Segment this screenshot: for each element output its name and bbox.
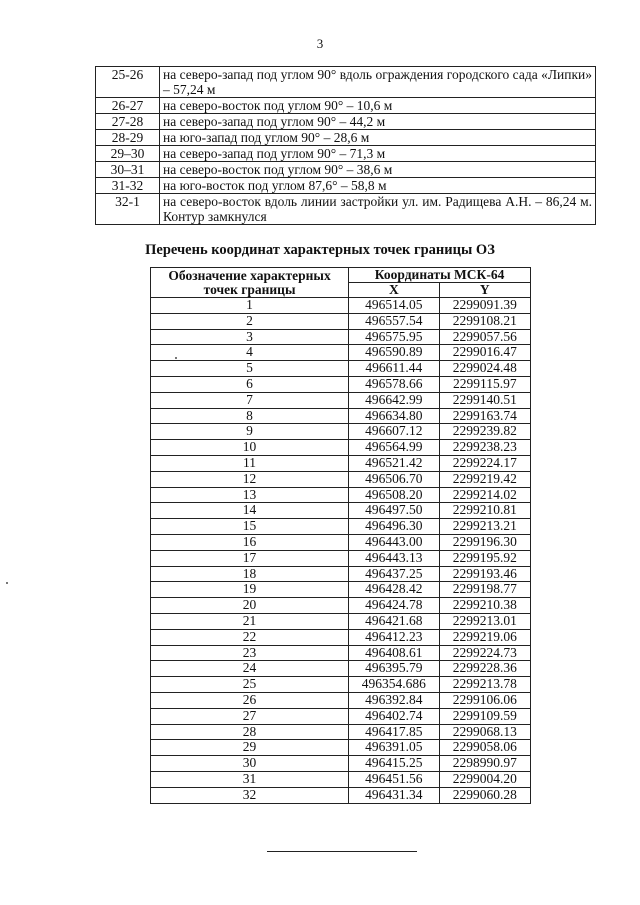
point-x: 496514.05 — [349, 298, 439, 314]
point-x: 496642.99 — [349, 392, 439, 408]
point-x: 496508.20 — [349, 487, 439, 503]
segment-id: 26-27 — [96, 98, 160, 114]
point-y: 2299004.20 — [439, 771, 530, 787]
segments-body — [96, 67, 596, 225]
point-row — [151, 566, 531, 582]
point-y: 2299198.77 — [439, 582, 530, 598]
point-y: 2299115.97 — [439, 376, 530, 392]
point-number: 5 — [151, 361, 349, 377]
point-number: 16 — [151, 534, 349, 550]
point-x: 496578.66 — [349, 376, 439, 392]
point-row — [151, 661, 531, 677]
point-x: 496354.686 — [349, 677, 439, 693]
point-number: 26 — [151, 692, 349, 708]
point-x: 496437.25 — [349, 566, 439, 582]
point-row — [151, 298, 531, 314]
point-number: 19 — [151, 582, 349, 598]
point-x: 496564.99 — [349, 440, 439, 456]
segment-description: на северо-восток вдоль линии застройки ул. им. Радищева А.Н. – 86,24 м. Контур замкнулся — [160, 194, 596, 225]
point-number: 29 — [151, 740, 349, 756]
point-number: 24 — [151, 661, 349, 677]
point-x: 496408.61 — [349, 645, 439, 661]
point-row — [151, 534, 531, 550]
point-number: 32 — [151, 787, 349, 803]
point-x: 496412.23 — [349, 629, 439, 645]
point-number: 31 — [151, 771, 349, 787]
point-row — [151, 756, 531, 772]
point-row — [151, 629, 531, 645]
coordinates-table — [150, 267, 531, 804]
page-number: 3 — [316, 36, 324, 51]
scan-artifact — [175, 357, 177, 359]
point-x: 496391.05 — [349, 740, 439, 756]
point-row — [151, 677, 531, 693]
point-y: 2299239.82 — [439, 424, 530, 440]
point-row — [151, 582, 531, 598]
point-row — [151, 392, 531, 408]
point-row — [151, 361, 531, 377]
y-column-header: Y — [439, 283, 530, 298]
point-y: 2299060.28 — [439, 787, 530, 803]
point-number: 17 — [151, 550, 349, 566]
point-y: 2299219.42 — [439, 471, 530, 487]
point-row — [151, 613, 531, 629]
point-y: 2299058.06 — [439, 740, 530, 756]
point-row — [151, 376, 531, 392]
point-column-header: Обозначение характерных точек границы — [151, 268, 349, 298]
point-number: 15 — [151, 519, 349, 535]
segment-description: на северо-запад под углом 90° – 44,2 м — [160, 114, 596, 130]
point-x: 496402.74 — [349, 708, 439, 724]
point-number: 27 — [151, 708, 349, 724]
point-row — [151, 313, 531, 329]
point-number: 18 — [151, 566, 349, 582]
point-x: 496443.00 — [349, 534, 439, 550]
point-number: 2 — [151, 313, 349, 329]
point-x: 496590.89 — [349, 345, 439, 361]
point-y: 2299213.78 — [439, 677, 530, 693]
point-y: 2299193.46 — [439, 566, 530, 582]
point-row — [151, 329, 531, 345]
point-x: 496451.56 — [349, 771, 439, 787]
point-row — [151, 440, 531, 456]
point-x: 496415.25 — [349, 756, 439, 772]
point-row — [151, 787, 531, 803]
point-x: 496428.42 — [349, 582, 439, 598]
point-row — [151, 471, 531, 487]
segment-description: на северо-восток под углом 90° – 38,6 м — [160, 162, 596, 178]
point-number: 9 — [151, 424, 349, 440]
point-number: 28 — [151, 724, 349, 740]
segment-id: 32-1 — [96, 194, 160, 225]
point-x: 496557.54 — [349, 313, 439, 329]
segment-description: на северо-запад под углом 90° – 71,3 м — [160, 146, 596, 162]
segment-id: 29–30 — [96, 146, 160, 162]
segment-row — [96, 146, 596, 162]
point-row — [151, 598, 531, 614]
point-y: 2299224.73 — [439, 645, 530, 661]
point-row — [151, 519, 531, 535]
point-y: 2299057.56 — [439, 329, 530, 345]
point-number: 30 — [151, 756, 349, 772]
point-y: 2299213.01 — [439, 613, 530, 629]
point-y: 2299224.17 — [439, 455, 530, 471]
segment-row — [96, 114, 596, 130]
point-row — [151, 424, 531, 440]
point-row — [151, 487, 531, 503]
point-number: 13 — [151, 487, 349, 503]
point-y: 2299016.47 — [439, 345, 530, 361]
point-y: 2298990.97 — [439, 756, 530, 772]
segment-description: на юго-восток под углом 87,6° – 58,8 м — [160, 178, 596, 194]
point-y: 2299219.06 — [439, 629, 530, 645]
point-row — [151, 771, 531, 787]
point-x: 496417.85 — [349, 724, 439, 740]
point-row — [151, 724, 531, 740]
point-y: 2299196.30 — [439, 534, 530, 550]
point-y: 2299163.74 — [439, 408, 530, 424]
point-row — [151, 503, 531, 519]
point-y: 2299210.38 — [439, 598, 530, 614]
point-number: 11 — [151, 455, 349, 471]
point-number: 14 — [151, 503, 349, 519]
segment-row — [96, 67, 596, 98]
point-x: 496392.84 — [349, 692, 439, 708]
point-x: 496575.95 — [349, 329, 439, 345]
segment-id: 28-29 — [96, 130, 160, 146]
point-y: 2299106.06 — [439, 692, 530, 708]
segment-row — [96, 178, 596, 194]
point-number: 21 — [151, 613, 349, 629]
point-x: 496395.79 — [349, 661, 439, 677]
footer-rule — [267, 851, 417, 852]
segment-description: на северо-запад под углом 90° вдоль ограждения городского сада «Липки» – 57,24 м — [160, 67, 596, 98]
segment-row — [96, 98, 596, 114]
point-number: 23 — [151, 645, 349, 661]
point-y: 2299238.23 — [439, 440, 530, 456]
point-x: 496611.44 — [349, 361, 439, 377]
point-row — [151, 708, 531, 724]
point-row — [151, 408, 531, 424]
point-number: 1 — [151, 298, 349, 314]
point-number: 12 — [151, 471, 349, 487]
point-y: 2299068.13 — [439, 724, 530, 740]
segment-description: на юго-запад под углом 90° – 28,6 м — [160, 130, 596, 146]
point-number: 22 — [151, 629, 349, 645]
segment-id: 30–31 — [96, 162, 160, 178]
point-x: 496521.42 — [349, 455, 439, 471]
point-row — [151, 550, 531, 566]
point-row — [151, 645, 531, 661]
point-number: 20 — [151, 598, 349, 614]
point-row — [151, 692, 531, 708]
segment-row — [96, 194, 596, 225]
point-x: 496506.70 — [349, 471, 439, 487]
segment-id: 27-28 — [96, 114, 160, 130]
point-y: 2299109.59 — [439, 708, 530, 724]
segment-id: 25-26 — [96, 67, 160, 98]
point-y: 2299024.48 — [439, 361, 530, 377]
point-number: 7 — [151, 392, 349, 408]
point-number: 6 — [151, 376, 349, 392]
point-row — [151, 455, 531, 471]
point-row — [151, 345, 531, 361]
point-x: 496496.30 — [349, 519, 439, 535]
scan-artifact — [6, 582, 8, 584]
point-y: 2299091.39 — [439, 298, 530, 314]
point-y: 2299140.51 — [439, 392, 530, 408]
point-number: 25 — [151, 677, 349, 693]
point-number: 3 — [151, 329, 349, 345]
point-x: 496421.68 — [349, 613, 439, 629]
segment-id: 31-32 — [96, 178, 160, 194]
point-x: 496497.50 — [349, 503, 439, 519]
segment-row — [96, 162, 596, 178]
point-x: 496634.80 — [349, 408, 439, 424]
segment-description: на северо-восток под углом 90° – 10,6 м — [160, 98, 596, 114]
point-y: 2299210.81 — [439, 503, 530, 519]
point-x: 496443.13 — [349, 550, 439, 566]
point-x: 496431.34 — [349, 787, 439, 803]
point-number: 10 — [151, 440, 349, 456]
coordinate-system-header: Координаты МСК-64 — [349, 268, 531, 283]
boundary-segments-table — [95, 66, 596, 225]
point-x: 496424.78 — [349, 598, 439, 614]
point-y: 2299213.21 — [439, 519, 530, 535]
point-number: 8 — [151, 408, 349, 424]
point-y: 2299214.02 — [439, 487, 530, 503]
coordinates-title: Перечень координат характерных точек границы ОЗ — [145, 242, 495, 258]
point-y: 2299228.36 — [439, 661, 530, 677]
point-row — [151, 740, 531, 756]
x-column-header: X — [349, 283, 439, 298]
coordinates-body — [151, 298, 531, 804]
point-x: 496607.12 — [349, 424, 439, 440]
point-y: 2299195.92 — [439, 550, 530, 566]
point-number: 4 — [151, 345, 349, 361]
coordinates-header — [151, 268, 531, 298]
segment-row — [96, 130, 596, 146]
point-y: 2299108.21 — [439, 313, 530, 329]
